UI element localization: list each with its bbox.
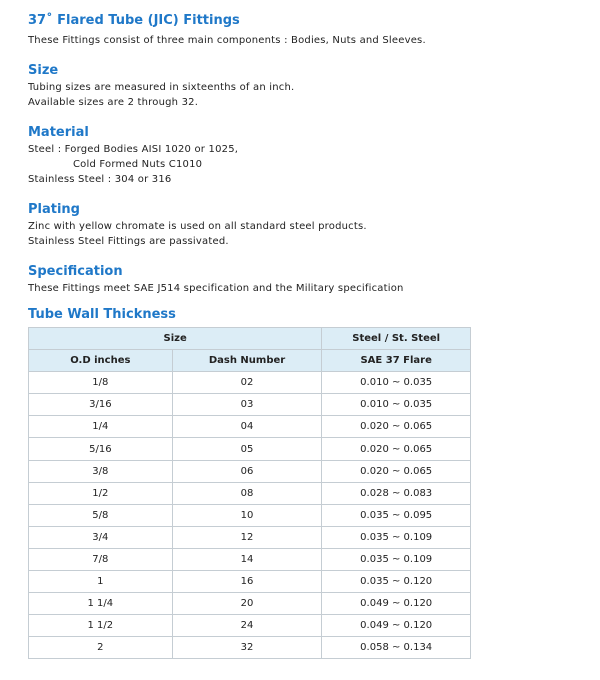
table-row — [29, 372, 471, 394]
od-cell: 3/4 — [29, 526, 173, 548]
dash-cell: 14 — [172, 548, 322, 570]
size-line-2: Available sizes are 2 through 32. — [28, 97, 199, 108]
table-row — [29, 504, 471, 526]
dash-cell: 12 — [172, 526, 322, 548]
od-cell: 5/16 — [29, 438, 173, 460]
dash-cell: 16 — [172, 571, 322, 593]
plating-line-2: Stainless Steel Fittings are passivated. — [28, 236, 229, 247]
table-row — [29, 416, 471, 438]
table-row — [29, 615, 471, 637]
dash-cell: 04 — [172, 416, 322, 438]
table-row — [29, 571, 471, 593]
od-cell: 5/8 — [29, 504, 173, 526]
flare-cell: 0.020 ~ 0.065 — [322, 438, 471, 460]
table-row — [29, 394, 471, 416]
dash-cell: 24 — [172, 615, 322, 637]
od-cell: 7/8 — [29, 548, 173, 570]
table-body — [29, 372, 471, 659]
dash-cell: 20 — [172, 593, 322, 615]
table-row — [29, 460, 471, 482]
dash-cell: 05 — [172, 438, 322, 460]
od-cell: 2 — [29, 637, 173, 659]
size-heading: Size — [28, 63, 59, 78]
flare-cell: 0.035 ~ 0.120 — [322, 571, 471, 593]
header-dash-number: Dash Number — [172, 350, 322, 372]
od-cell: 1/4 — [29, 416, 173, 438]
size-line-1: Tubing sizes are measured in sixteenths of an inch. — [28, 82, 295, 93]
flare-cell: 0.035 ~ 0.109 — [322, 548, 471, 570]
flare-cell: 0.035 ~ 0.109 — [322, 526, 471, 548]
page-title: 37˚ Flared Tube (JIC) Fittings — [28, 13, 240, 28]
od-cell: 3/8 — [29, 460, 173, 482]
intro-text: These Fittings consist of three main components : Bodies, Nuts and Sleeves. — [28, 35, 426, 46]
dash-cell: 03 — [172, 394, 322, 416]
table-heading: Tube Wall Thickness — [28, 307, 176, 322]
dash-cell: 32 — [172, 637, 322, 659]
plating-heading: Plating — [28, 202, 80, 217]
table-row — [29, 637, 471, 659]
od-cell: 1 1/4 — [29, 593, 173, 615]
flare-cell: 0.028 ~ 0.083 — [322, 482, 471, 504]
od-cell: 1 1/2 — [29, 615, 173, 637]
table-row — [29, 526, 471, 548]
flare-cell: 0.049 ~ 0.120 — [322, 615, 471, 637]
table-row — [29, 438, 471, 460]
dash-cell: 10 — [172, 504, 322, 526]
table-row — [29, 482, 471, 504]
material-line-1: Steel : Forged Bodies AISI 1020 or 1025, — [28, 144, 239, 155]
od-cell: 1/8 — [29, 372, 173, 394]
flare-cell: 0.020 ~ 0.065 — [322, 416, 471, 438]
dash-cell: 02 — [172, 372, 322, 394]
material-line-3: Stainless Steel : 304 or 316 — [28, 174, 172, 185]
specification-heading: Specification — [28, 264, 123, 279]
flare-cell: 0.035 ~ 0.095 — [322, 504, 471, 526]
od-cell: 1 — [29, 571, 173, 593]
header-size: Size — [29, 328, 322, 350]
plating-line-1: Zinc with yellow chromate is used on all standard steel products. — [28, 221, 367, 232]
dash-cell: 06 — [172, 460, 322, 482]
table-row — [29, 593, 471, 615]
od-cell: 3/16 — [29, 394, 173, 416]
header-od-inches: O.D inches — [29, 350, 173, 372]
flare-cell: 0.010 ~ 0.035 — [322, 372, 471, 394]
specification-text: These Fittings meet SAE J514 specification and the Military specification — [28, 283, 404, 294]
od-cell: 1/2 — [29, 482, 173, 504]
material-line-2: Cold Formed Nuts C1010 — [73, 159, 203, 170]
tube-wall-thickness-table — [28, 327, 471, 659]
material-heading: Material — [28, 125, 89, 140]
flare-cell: 0.049 ~ 0.120 — [322, 593, 471, 615]
flare-cell: 0.010 ~ 0.035 — [322, 394, 471, 416]
document — [28, 12, 478, 659]
header-steel: Steel / St. Steel — [322, 328, 471, 350]
header-sae-flare: SAE 37 Flare — [322, 350, 471, 372]
flare-cell: 0.020 ~ 0.065 — [322, 460, 471, 482]
table-row — [29, 548, 471, 570]
dash-cell: 08 — [172, 482, 322, 504]
flare-cell: 0.058 ~ 0.134 — [322, 637, 471, 659]
